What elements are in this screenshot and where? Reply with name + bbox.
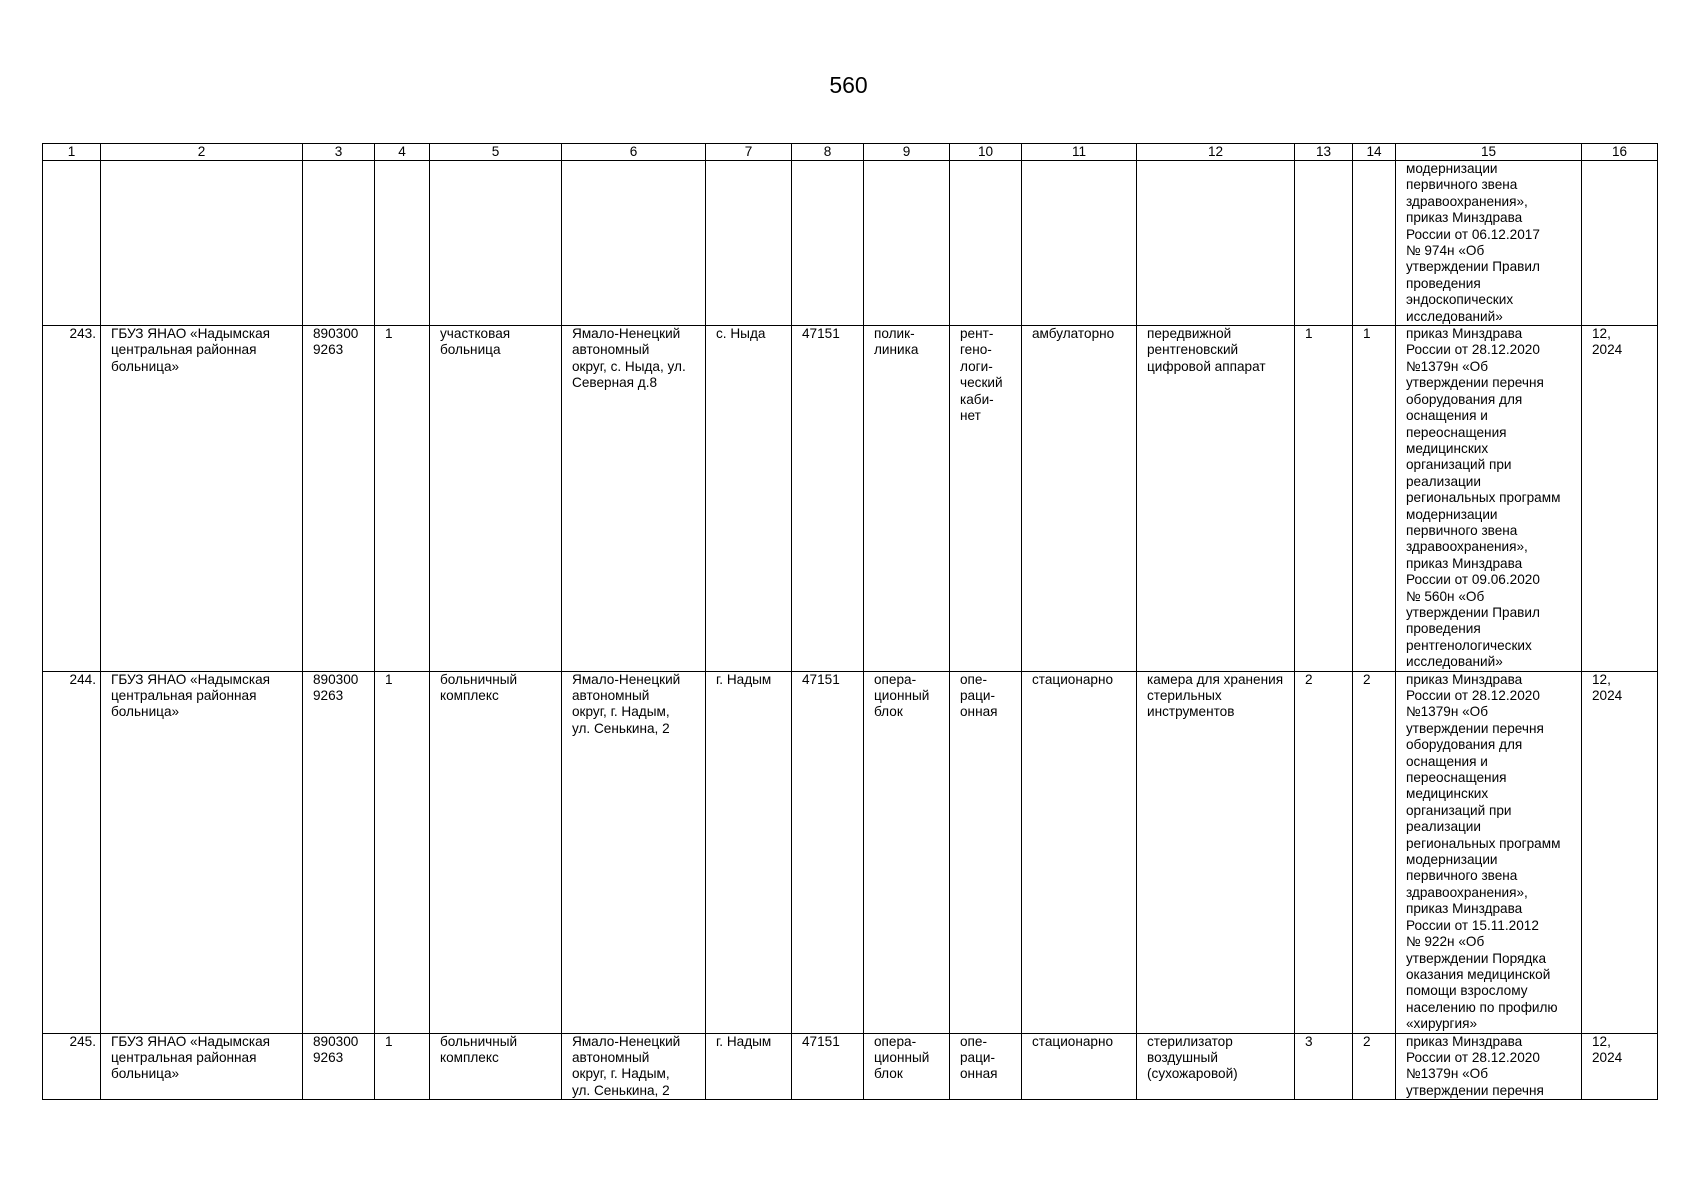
cell-col-7 [706,161,792,326]
cell-col-12 [1137,161,1295,326]
cell-col-4: 1 [375,326,430,672]
cell-col-1 [43,161,101,326]
table-row [43,671,1658,1033]
cell-col-16: 12, 2024 [1582,671,1658,1033]
cell-col-5: больничный комплекс [430,671,562,1033]
cell-col-8: 47151 [792,671,864,1033]
cell-col-10: опе- раци- онная [950,671,1022,1033]
column-number-10: 10 [950,144,1022,161]
cell-col-4 [375,161,430,326]
cell-col-13: 2 [1295,671,1353,1033]
column-number-11: 11 [1022,144,1137,161]
cell-col-3: 890300 9263 [303,1033,375,1100]
cell-col-12: стерилизатор воздушный (сухожаровой) [1137,1033,1295,1100]
cell-col-8: 47151 [792,326,864,672]
cell-col-7: г. Надым [706,1033,792,1100]
cell-col-3: 890300 9263 [303,671,375,1033]
cell-col-1: 243. [43,326,101,672]
cell-col-16 [1582,161,1658,326]
cell-col-5: больничный комплекс [430,1033,562,1100]
cell-col-8: 47151 [792,1033,864,1100]
page-number: 560 [829,72,868,98]
cell-col-15: приказ Минздрава России от 28.12.2020 №1379н «Об утверждении перечня оборудования для оснащения и переоснащения медицинских организаций при реализации региональных программ модернизации первичного звена здравоохранения», приказ Минздрава России от 15.11.2012 № 922н «Об утверждении Порядка оказания медицинской помощи взрослому населению по профилю «хирургия» [1396,671,1582,1033]
cell-col-5: участковая больница [430,326,562,672]
cell-col-15: модернизации первичного звена здравоохранения», приказ Минздрава России от 06.12.2017 № 974н «Об утверждении Правил проведения эндоскопических исследований» [1396,161,1582,326]
column-number-13: 13 [1295,144,1353,161]
cell-col-1: 245. [43,1033,101,1100]
cell-col-11: амбулаторно [1022,326,1137,672]
cell-col-11: стационарно [1022,671,1137,1033]
cell-col-14: 2 [1353,1033,1396,1100]
column-number-8: 8 [792,144,864,161]
cell-col-11: стационарно [1022,1033,1137,1100]
cell-col-16: 12, 2024 [1582,1033,1658,1100]
cell-col-7: с. Ныда [706,326,792,672]
cell-col-2: ГБУЗ ЯНАО «Надымская центральная районная больница» [101,1033,303,1100]
equipment-table [42,143,1658,1100]
cell-col-13: 1 [1295,326,1353,672]
column-number-1: 1 [43,144,101,161]
cell-col-9: опера- ционный блок [864,1033,950,1100]
column-number-15: 15 [1396,144,1582,161]
column-number-2: 2 [101,144,303,161]
cell-col-4: 1 [375,671,430,1033]
cell-col-6: Ямало-Ненецкий автономный округ, с. Ныда, ул. Северная д.8 [562,326,706,672]
cell-col-4: 1 [375,1033,430,1100]
cell-col-15: приказ Минздрава России от 28.12.2020 №1379н «Об утверждении перечня [1396,1033,1582,1100]
column-number-12: 12 [1137,144,1295,161]
column-number-14: 14 [1353,144,1396,161]
table-row [43,161,1658,326]
cell-col-14 [1353,161,1396,326]
cell-col-6: Ямало-Ненецкий автономный округ, г. Надым, ул. Сенькина, 2 [562,1033,706,1100]
cell-col-2 [101,161,303,326]
column-numbers-row [43,144,1658,161]
cell-col-3: 890300 9263 [303,326,375,672]
cell-col-3 [303,161,375,326]
column-number-4: 4 [375,144,430,161]
cell-col-14: 1 [1353,326,1396,672]
cell-col-9 [864,161,950,326]
cell-col-12: передвижной рентгеновский цифровой аппарат [1137,326,1295,672]
cell-col-6: Ямало-Ненецкий автономный округ, г. Надым, ул. Сенькина, 2 [562,671,706,1033]
cell-col-10: опе- раци- онная [950,1033,1022,1100]
cell-col-15: приказ Минздрава России от 28.12.2020 №1379н «Об утверждении перечня оборудования для оснащения и переоснащения медицинских организаций при реализации региональных программ модернизации первичного звена здравоохранения», приказ Минздрава России от 09.06.2020 № 560н «Об утверждении Правил проведения рентгенологических исследований» [1396,326,1582,672]
column-number-6: 6 [562,144,706,161]
cell-col-7: г. Надым [706,671,792,1033]
cell-col-10 [950,161,1022,326]
cell-col-11 [1022,161,1137,326]
column-number-9: 9 [864,144,950,161]
cell-col-13: 3 [1295,1033,1353,1100]
cell-col-5 [430,161,562,326]
cell-col-8 [792,161,864,326]
column-number-3: 3 [303,144,375,161]
table-row [43,326,1658,672]
cell-col-2: ГБУЗ ЯНАО «Надымская центральная районная больница» [101,671,303,1033]
cell-col-1: 244. [43,671,101,1033]
table-row [43,1033,1658,1100]
cell-col-9: полик- линика [864,326,950,672]
cell-col-14: 2 [1353,671,1396,1033]
cell-col-2: ГБУЗ ЯНАО «Надымская центральная районная больница» [101,326,303,672]
column-number-7: 7 [706,144,792,161]
cell-col-13 [1295,161,1353,326]
cell-col-10: рент- гено- логи- ческий каби- нет [950,326,1022,672]
cell-col-9: опера- ционный блок [864,671,950,1033]
cell-col-16: 12, 2024 [1582,326,1658,672]
cell-col-6 [562,161,706,326]
cell-col-12: камера для хранения стерильных инструментов [1137,671,1295,1033]
column-number-5: 5 [430,144,562,161]
column-number-16: 16 [1582,144,1658,161]
